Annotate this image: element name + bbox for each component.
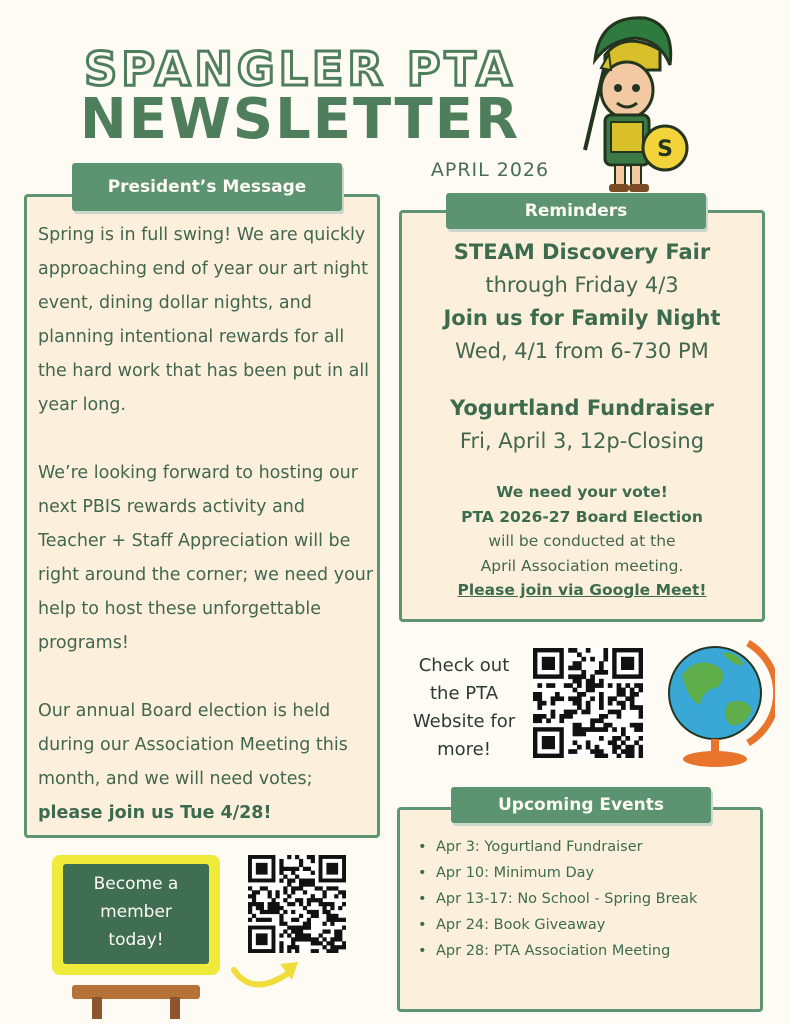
presidents-message-p3-bold: please join us Tue 4/28! (38, 803, 272, 823)
website-callout-line2: the PTA (429, 683, 499, 704)
presidents-message-heading: President’s Message (72, 163, 342, 211)
family-night-detail: Wed, 4/1 from 6-730 PM (455, 339, 709, 363)
membership-line2: member (100, 902, 172, 922)
event-item: • Apr 10: Minimum Day (418, 860, 758, 886)
membership-chalkboard (63, 864, 209, 964)
website-callout-line3: Website for (412, 711, 516, 732)
event-item: • Apr 24: Book Giveaway (418, 912, 758, 938)
website-callout-line4: more! (437, 739, 491, 760)
presidents-message-p3-text: Our annual Board election is held during our Association Meeting this month, and we will need votes; (38, 701, 348, 789)
vote-title: We need your vote! (496, 483, 668, 501)
website-callout-line1: Check out (418, 655, 510, 676)
membership-line3: today! (108, 930, 164, 950)
website-callout (400, 652, 528, 764)
event-item: • Apr 28: PTA Association Meeting (418, 938, 758, 964)
presidents-message-paragraph-2: We’re looking forward to hosting our next PBIS rewards activity and Teacher + Staff Appreciation will be right around the corner; we need your help to host these unforgettable programs! (38, 463, 374, 653)
easel-leg (92, 997, 102, 1019)
presidents-message-paragraph-3 (38, 694, 374, 830)
easel-leg (170, 997, 180, 1019)
globe-icon (660, 635, 775, 775)
svg-text:S: S (657, 137, 673, 162)
presidents-message-paragraph-1: Spring is in full swing! We are quickly approaching end of year our art night event, dining dollar nights, and planning intentional rewards for all the hard work that has been put in all year long. (38, 225, 370, 415)
google-meet-link[interactable]: Please join via Google Meet! (457, 581, 707, 599)
board-election-title: PTA 2026-27 Board Election (461, 507, 703, 526)
board-election-detail-1: will be conducted at the (488, 532, 676, 550)
reminders-heading: Reminders (446, 193, 706, 229)
event-item: • Apr 13-17: No School - Spring Break (418, 886, 758, 912)
website-qr-code-icon[interactable] (533, 648, 643, 758)
newsletter-title-line1: SPANGLER PTA (84, 42, 516, 96)
upcoming-events-list (418, 834, 758, 964)
board-election-detail-2: April Association meeting. (480, 556, 684, 575)
newsletter-date: APRIL 2026 (430, 159, 550, 181)
newsletter-title-line2: NEWSLETTER (79, 87, 521, 152)
event-item: • Apr 3: Yogurtland Fundraiser (418, 834, 758, 860)
arrow-icon (228, 950, 308, 1000)
steam-fair-detail: through Friday 4/3 (485, 273, 679, 297)
yogurtland-detail: Fri, April 3, 12p-Closing (459, 429, 705, 453)
upcoming-events-heading: Upcoming Events (451, 787, 711, 823)
steam-fair-title: STEAM Discovery Fair (453, 240, 711, 264)
yogurtland-title: Yogurtland Fundraiser (450, 396, 714, 420)
presidents-message-text (38, 218, 374, 864)
membership-line1: Become a (93, 874, 179, 894)
family-night-title: Join us for Family Night (443, 306, 721, 330)
membership-qr-code-icon[interactable] (248, 855, 346, 953)
spartan-mascot-icon (565, 10, 690, 195)
reminders-content (402, 236, 762, 603)
